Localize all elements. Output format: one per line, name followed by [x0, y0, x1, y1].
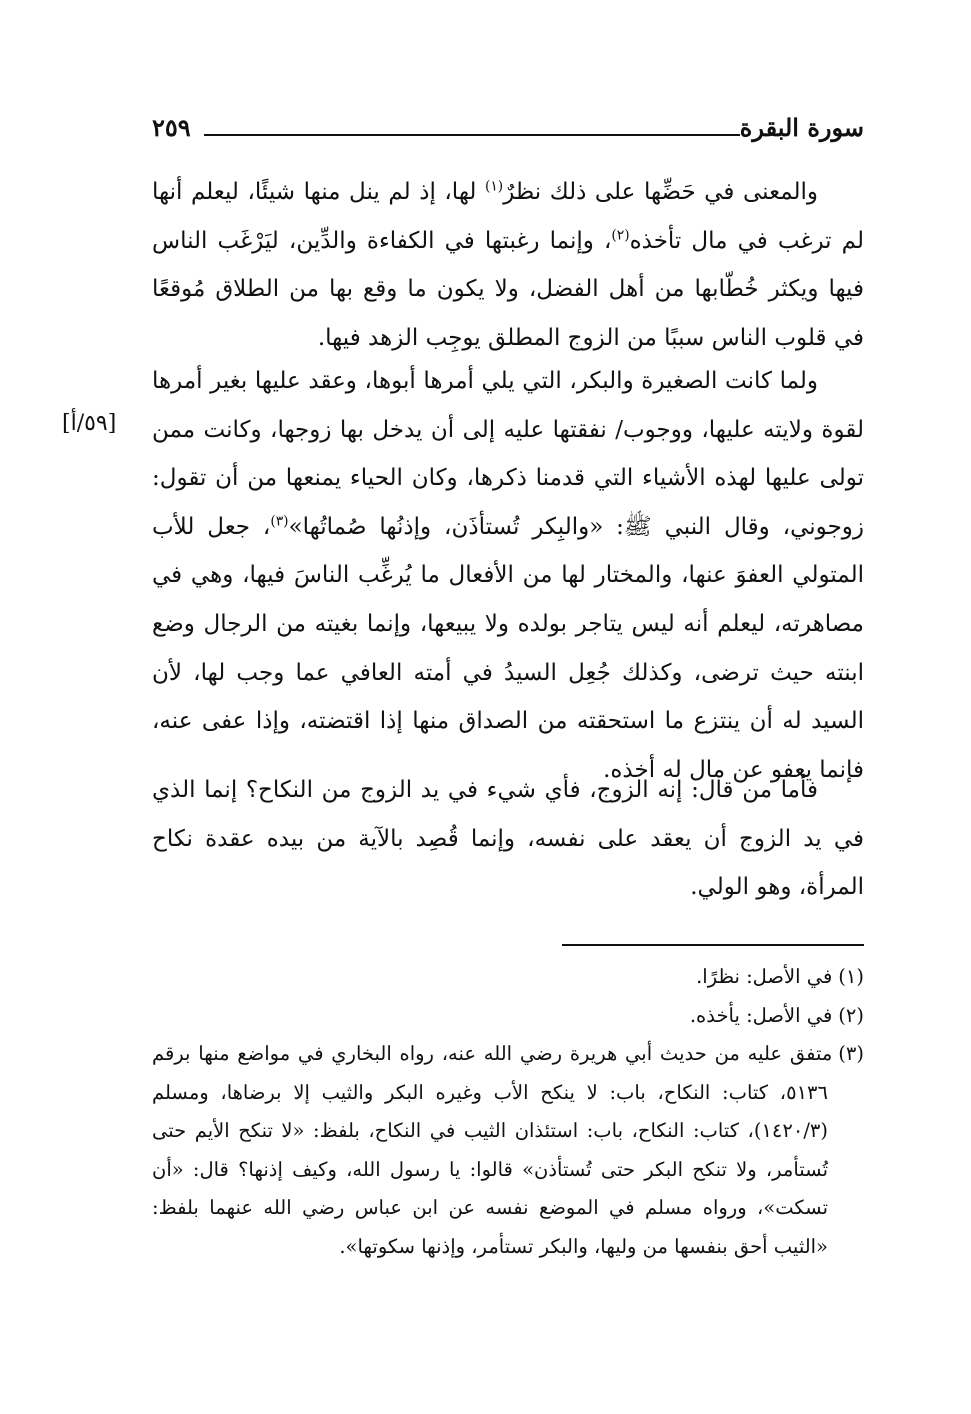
footnote-ref-1: (١) — [484, 178, 504, 195]
paragraph-2-text-b: ، جعل للأب المتولي العفوَ عنها، والمختار لها من الأفعال ما يُرغِّب الناسَ فيها، وهي في مصاهرته، ليعلم أنه ليس يتاجر بولده ولا يبيعها، وإنما بغيته من الرجال وضع ابنته حيث ترضى، وكذلك جُعِل السيدُ في أمته العافي عما وجب لها، لأن السيد له أن ينتزع ما استحقته من الصداق منها إذا اقتضته، وإذا عفى عنه، فإنما يعفو عن مال له أخذه. — [152, 513, 864, 783]
footnote-number: (٢) — [838, 1003, 864, 1027]
footnote-ref-3: (٣) — [270, 513, 289, 530]
footnote-3 — [152, 1035, 864, 1266]
footnotes — [152, 958, 864, 1266]
manuscript-folio-marker: [٥٩/أ] — [62, 411, 117, 436]
footnote-text: في الأصل: نظرًا. — [696, 965, 833, 988]
footnote-text: متفق عليه من حديث أبي هريرة رضي الله عنه، رواه البخاري في مواضع منها برقم ٥١٣٦، كتاب: النكاح، باب: لا ينكح الأب وغيره البكر والثيب إلا برضاها، ومسلم (١٤٢٠/٣)، كتاب: النكاح، باب: استئذان الثيب في النكاح، بلفظ: «لا تنكح الأيم حتى تُستأمر، ولا تنكح البكر حتى تُستأذن» قالوا: يا رسول الله، وكيف إذنها؟ قال: «أن تسكت»، ورواه مسلم في الموضع نفسه عن ابن عباس رضي الله عنهما بلفظ: «الثيب أحق بنفسها من وليها، والبكر تستأمر، وإذنها سكوتها». — [152, 1042, 833, 1258]
footnote-ref-2: (٢) — [611, 226, 630, 243]
footnote-1 — [152, 958, 864, 997]
paragraph-3: فأما من قال: إنه الزوج، فأي شيء في يد الزوج من النكاح؟ إنما الذي في يد الزوج أن يعقد على نفسه، وإنما قُصِد بالآية من بيده عقدة نكاح المرأة، وهو الولي. — [152, 777, 864, 901]
paragraph-1-text-c: ، وإنما رغبتها في الكفاءة والدِّين، ليَرْغَب الناس فيها ويكثر خُطّابها من أهل الفضل، ولا يكون ما وقع بها من الطلاق مُوقعًا في قلوب الناس سببًا من الزوج المطلق يوجِب الزهد فيها. — [152, 227, 864, 351]
paragraph-1-text-a: والمعنى في حَضِّها على ذلك نظرٌ — [503, 179, 818, 205]
paragraph-2 — [152, 357, 864, 794]
header-rule — [204, 134, 740, 136]
footnote-text: في الأصل: يأخذه. — [689, 1003, 833, 1027]
footnote-separator — [562, 944, 864, 946]
paragraph-1 — [152, 168, 864, 362]
surah-title: سورة البقرة — [739, 113, 864, 142]
footnote-number: (٣) — [838, 1042, 864, 1065]
page-number: ٢٥٩ — [152, 113, 191, 142]
page-header — [152, 110, 864, 146]
paragraph-2-text-a: ولما كانت الصغيرة والبكر، التي يلي أمرها أبوها، وعقد عليها بغير أمرها لقوة ولايته عليها، ووجوب/ نفقتها عليه إلى أن يدخل بها زوجها، وكانت ممن تولى عليها لهذه الأشياء التي قدمنا ذكرها، وكان الحياء يمنعها من أن تقول: زوجوني، وقال النبي ﷺ: «والبِكر تُستأذَن، وإذنُها صُماتُها» — [152, 368, 864, 540]
footnote-2 — [152, 997, 864, 1036]
paragraph-1-text-b: لها، إذ لم ينل منها شيئًا، ليعلم أنها لم ترغب في مال تأخذه — [152, 179, 864, 254]
footnote-number: (١) — [838, 965, 864, 988]
